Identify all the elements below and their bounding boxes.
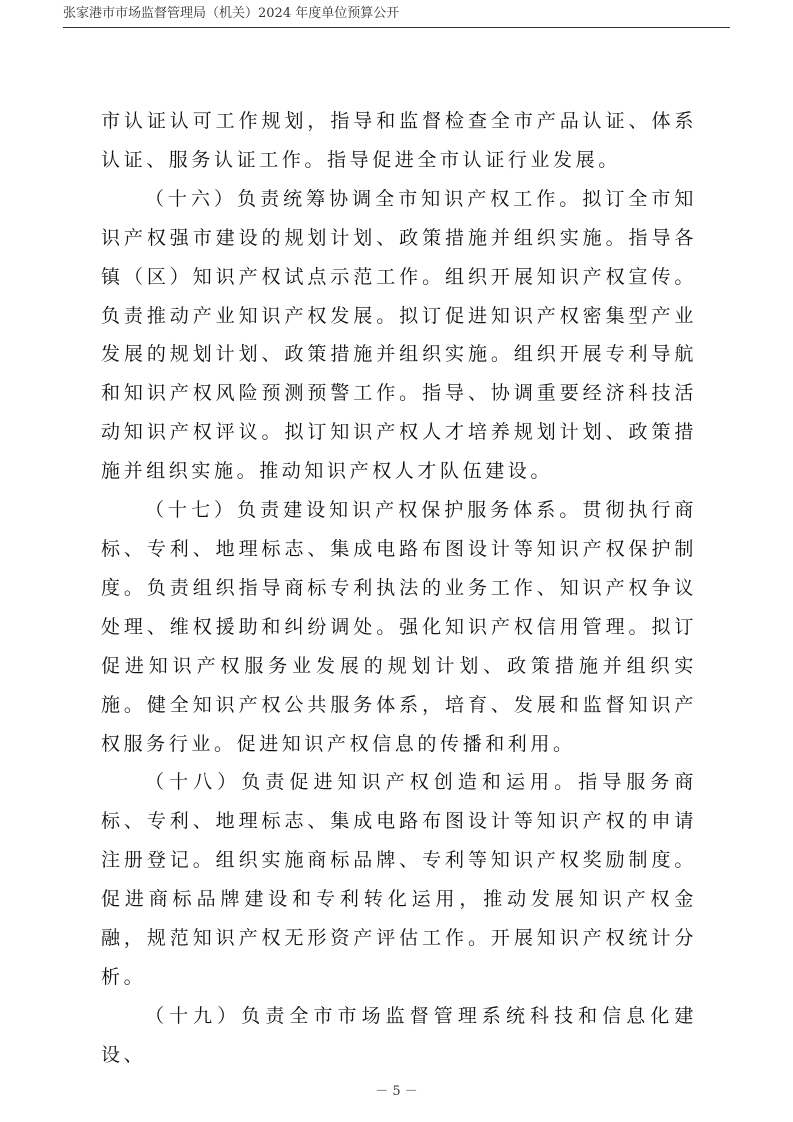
- paragraph-item-16: （十六）负责统筹协调全市知识产权工作。拟订全市知识产权强市建设的规划计划、政策措施并组织实施。指导各镇（区）知识产权试点示范工作。组织开展知识产权宣传。负责推动产业知识产权发展。拟订促进知识产权密集型产业发展的规划计划、政策措施并组织实施。组织开展专利导航和知识产权风险预测预警工作。指导、协调重要经济科技活动知识产权评议。拟订知识产权人才培养规划计划、政策措施并组织实施。推动知识产权人才队伍建设。: [101, 187, 697, 483]
- paragraph-item-17: （十七）负责建设知识产权保护服务体系。贯彻执行商标、专利、地理标志、集成电路布图设计等知识产权保护制度。负责组织指导商标专利执法的业务工作、知识产权争议处理、维权援助和纠纷调处。强化知识产权信用管理。拟订促进知识产权服务业发展的规划计划、政策措施并组织实施。健全知识产权公共服务体系，培育、发展和监督知识产权服务行业。促进知识产权信息的传播和利用。: [101, 499, 697, 755]
- document-body: [101, 102, 697, 1075]
- running-header: 张家港市市场监督管理局（机关）2024 年度单位预算公开: [63, 6, 400, 21]
- header-divider: [63, 27, 730, 28]
- page-number: － 5 －: [375, 1084, 418, 1099]
- paragraph-item-18: （十八）负责促进知识产权创造和运用。指导服务商标、专利、地理标志、集成电路布图设计等知识产权的申请注册登记。组织实施商标品牌、专利等知识产权奖励制度。促进商标品牌建设和专利转化运用，推动发展知识产权金融，规范知识产权无形资产评估工作。开展知识产权统计分析。: [101, 771, 697, 988]
- paragraph-continued: 市认证认可工作规划，指导和监督检查全市产品认证、体系认证、服务认证工作。指导促进全市认证行业发展。: [101, 110, 697, 171]
- paragraph-item-19: （十九）负责全市市场监督管理系统科技和信息化建设、: [101, 1004, 697, 1066]
